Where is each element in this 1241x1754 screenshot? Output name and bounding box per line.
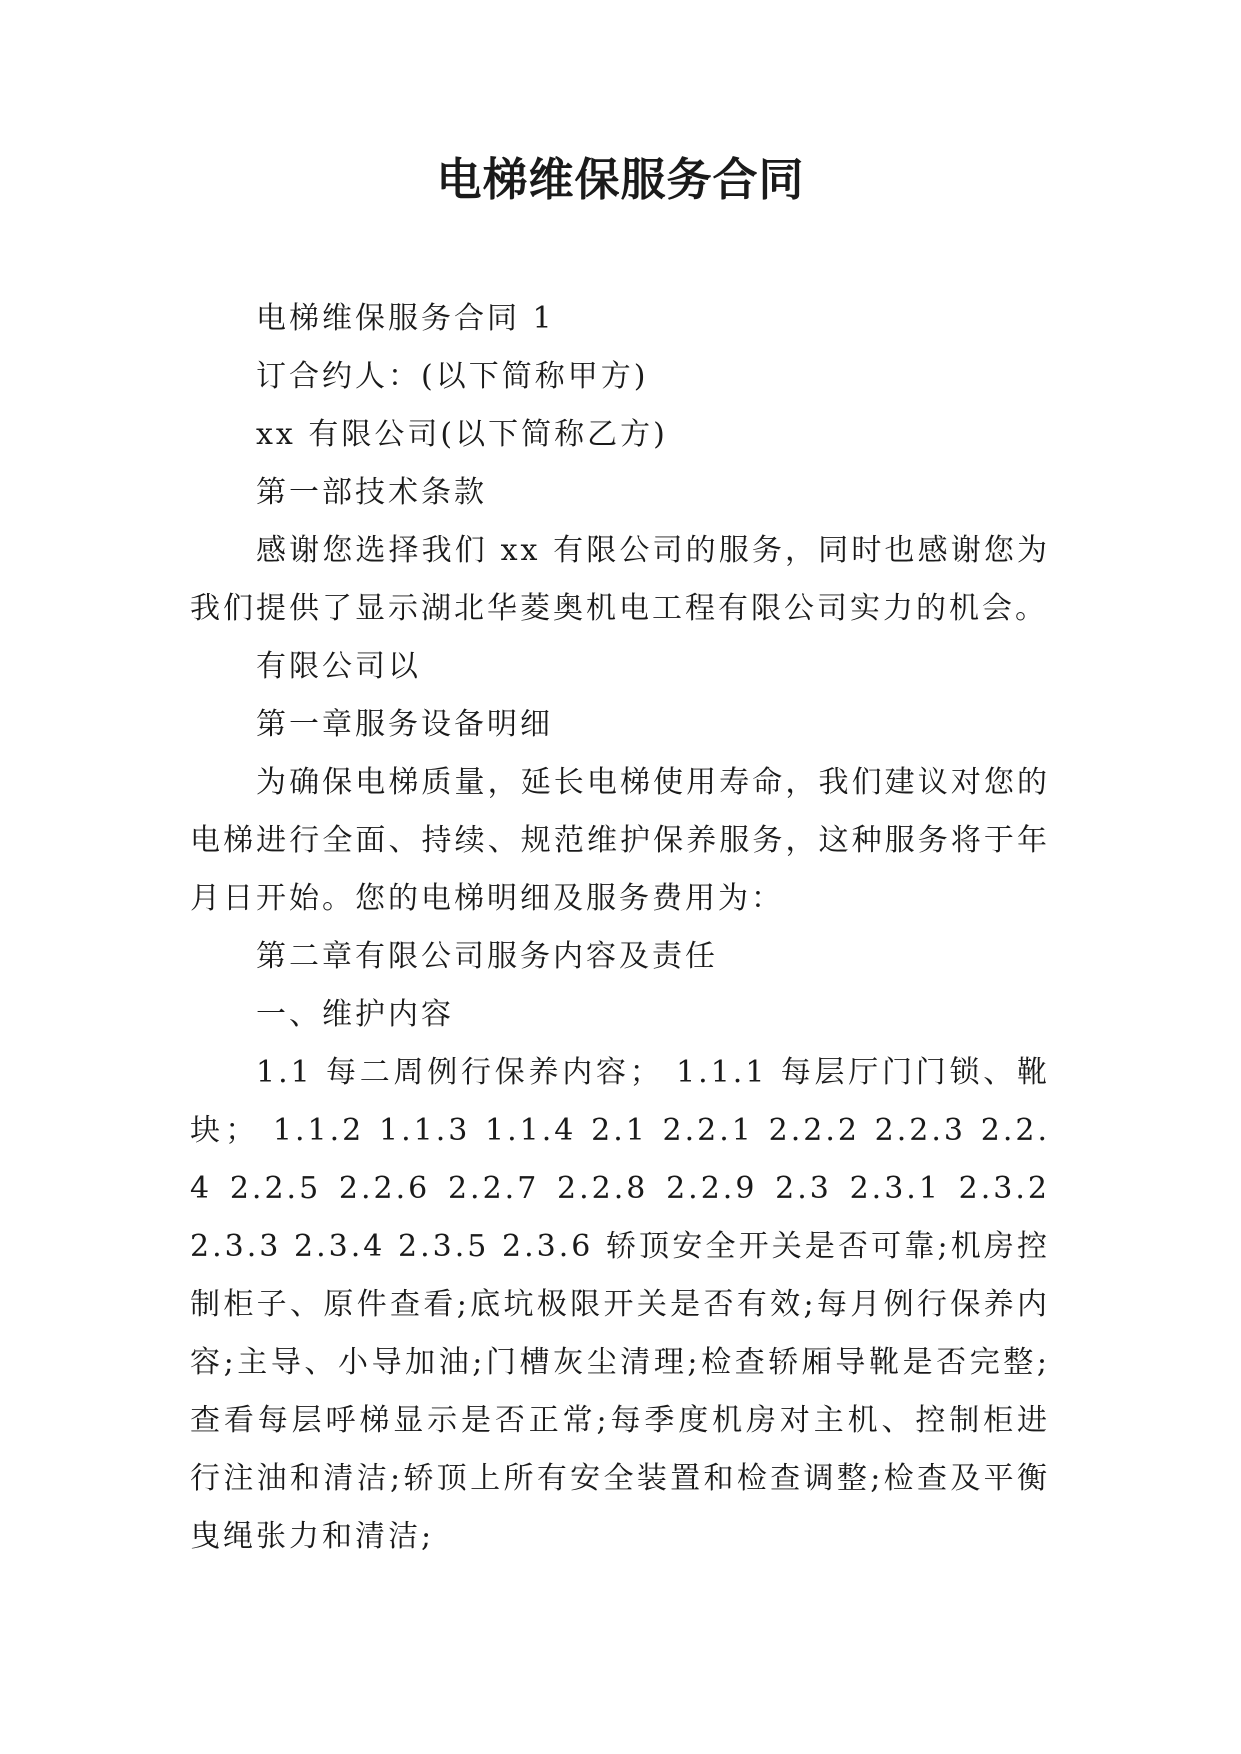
intro-paragraph: 感谢您选择我们 xx 有限公司的服务，同时也感谢您为我们提供了显示湖北华菱奥机电工程有限公司实力的机会。	[190, 533, 1050, 626]
document-body	[190, 290, 1050, 1566]
section-heading-technical-terms: 第一部技术条款	[256, 475, 487, 510]
party-b-line: xx 有限公司(以下简称乙方)	[256, 417, 668, 452]
service-start-paragraph: 为确保电梯质量，延长电梯使用寿命，我们建议对您的电梯进行全面、持续、规范维护保养服务，这种服务将于年月日开始。您的电梯明细及服务费用为：	[190, 765, 1050, 916]
company-line: 有限公司以	[256, 649, 421, 684]
maintenance-content-heading: 一、维护内容	[256, 997, 454, 1032]
party-a-line: 订合约人：(以下简称甲方)	[256, 359, 649, 394]
document-title: 电梯维保服务合同	[436, 153, 805, 206]
chapter-one-heading: 第一章服务设备明细	[256, 707, 553, 742]
maintenance-items-paragraph: 1.1 每二周例行保养内容； 1.1.1 每层厅门门锁、靴块； 1.1.2 1.1.3 1.1.4 2.1 2.2.1 2.2.2 2.2.3 2.2.4 2.2.5 2.2.6 2.2.7 2.2.8 2.2.9 2.3 2.3.1 2.3.2 2.3.3 2.3.4 2.3.5 2.3.6 轿顶安全开关是否可靠;机房控制柜子、原件查看;底坑极限开关是否有效;每月例行保养内容;主导、小导加油;门槽灰尘清理;检查轿厢导靴是否完整;查看每层呼梯显示是否正常;每季度机房对主机、控制柜进行注油和清洁;轿顶上所有安全装置和检查调整;检查及平衡曳绳张力和清洁;	[190, 1055, 1050, 1554]
chapter-two-heading: 第二章有限公司服务内容及责任	[256, 939, 718, 974]
contract-subtitle: 电梯维保服务合同 1	[256, 301, 555, 336]
